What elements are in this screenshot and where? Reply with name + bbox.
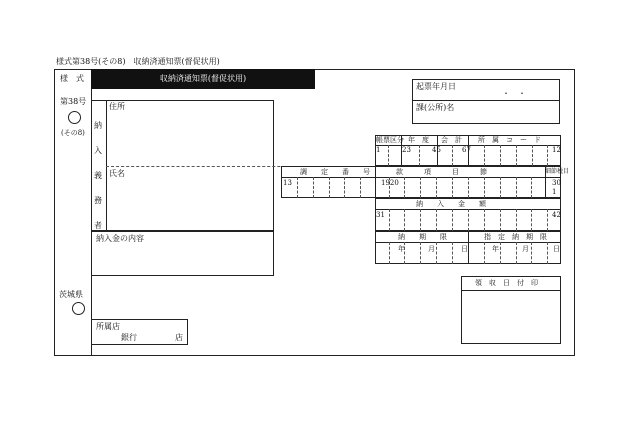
style-label: 様 式 [60,74,84,83]
amount-tick-11 [547,209,548,231]
issue-date-dots: ・ ・ [502,89,526,98]
amount-num-42: 42 [552,211,561,219]
adjust-tick-9 [436,177,437,198]
address-label: 住所 [109,102,125,111]
name-label: 氏名 [109,169,125,178]
dept-code-header: 所 属 コ ー ド [478,136,541,144]
code-tick-h [547,145,548,166]
adjust-tick-5 [360,177,361,198]
adjust-tick-4 [344,177,345,198]
account-header: 会 計 [441,136,462,144]
due-date-header: 納 期 限 [398,233,447,241]
adjust-tick-8 [420,177,421,198]
fixed-day: 日 [553,245,560,253]
amount-tick-1 [389,209,390,231]
code-tick-f [516,145,517,166]
issue-divider [412,100,560,101]
period-tick-7 [500,242,501,264]
form-caption: 様式第38号(その8) 収納済通知票(督促状用) [56,57,220,66]
adjust-tick-11 [468,177,469,198]
amount-tick-8 [500,209,501,231]
adjust-tick-7 [404,177,405,198]
issue-date-label: 起票年月日 [416,82,456,91]
branch-label: 店 [175,333,183,342]
period-tick-1 [389,242,390,264]
payment-content-label: 納入金の内容 [96,234,144,243]
period-tick-6 [484,242,485,264]
fixed-month: 月 [522,245,529,253]
period-col-line [468,231,469,264]
adjust-tick-12 [484,177,485,198]
adjust-number-header: 調 定 番 号 [300,168,370,176]
amount-tick-10 [531,209,532,231]
payer-side-label: 納 入 義 務 者 [94,121,102,230]
amount-tick-2 [404,209,405,231]
amount-tick-7 [484,209,485,231]
receipt-stamp-label: 領 収 日 付 印 [475,279,538,287]
due-month: 月 [428,245,435,253]
period-tick-3 [420,242,421,264]
code-tick-e [500,145,501,166]
period-tick-5 [452,242,453,264]
amount-tick-6 [468,209,469,231]
amount-tick-4 [436,209,437,231]
code-num-1: 1 [376,146,381,154]
form-number: 第38号 [60,97,87,106]
title-bar: 収納済通知票(督促状用) [91,69,315,89]
period-tick-9 [531,242,532,264]
code-tick-g [532,145,533,166]
adjust-num-30: 30 [552,179,561,187]
period-tick-8 [516,242,517,264]
adjust-header-line [281,177,561,178]
code-tick-c [452,145,453,166]
amount-num-31: 31 [376,211,385,219]
fixed-due-date-header: 指 定 納 期 限 [484,233,547,241]
code-num-67: 67 [462,146,471,154]
adjust-tick-13 [500,177,501,198]
adjust-tick-2 [313,177,314,198]
adjust-tick-1 [297,177,298,198]
dept-name-label: 課(公所)名 [416,103,455,112]
amount-tick-3 [420,209,421,231]
stamp-header-line [461,290,561,291]
adjust-num-1: 1 [552,188,557,196]
amount-label: 納 入 金 額 [416,200,486,208]
item-header: 款 項 目 節 [396,168,487,176]
period-tick-10 [547,242,548,264]
code-num-12: 12 [552,146,561,154]
adjust-tick-14 [516,177,517,198]
fixed-year: 年 [492,245,499,253]
due-year: 年 [398,245,405,253]
bank-label: 銀行 [121,333,137,342]
period-tick-4 [436,242,437,264]
seal-circle-bottom [72,302,85,315]
due-day: 日 [461,245,468,253]
sub-tax-header: 細節税目 [545,168,570,175]
form-sub-number: (その8) [61,129,85,137]
adjust-num-1920: 1920 [381,179,399,187]
year-header: 年 度 [408,136,429,144]
adjust-col-line-1 [375,166,376,198]
code-tick-b [419,145,420,166]
code-tick-a [388,145,389,166]
code-tick-d [484,145,485,166]
adjust-tick-3 [329,177,330,198]
ledger-header: 帳票区分 [376,136,404,144]
adjust-tick-10 [452,177,453,198]
code-num-23: 23 [402,146,411,154]
affiliated-label: 所属店 [96,322,120,331]
amount-tick-9 [516,209,517,231]
prefecture-name: 茨城県 [59,290,83,299]
amount-tick-5 [452,209,453,231]
adjust-num-13: 13 [283,179,292,187]
seal-circle-top [68,111,81,124]
adjust-tick-15 [531,177,532,198]
code-num-45: 45 [432,146,441,154]
